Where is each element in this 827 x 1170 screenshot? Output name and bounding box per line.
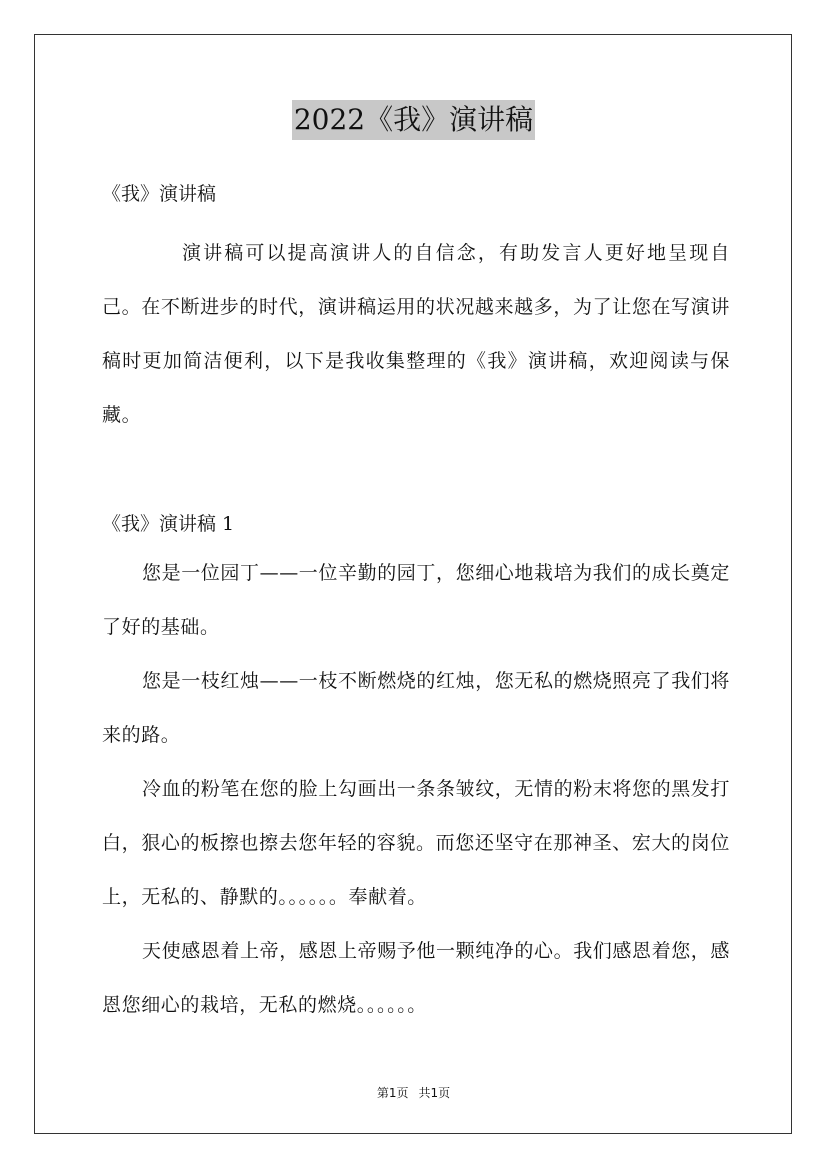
body-paragraph-1: 您是一位园丁——一位辛勤的园丁，您细心地栽培为我们的成长奠定了好的基础。	[102, 562, 731, 638]
body-paragraph-4: 天使感恩着上帝，感恩上帝赐予他一颗纯净的心。我们感恩着您，感恩您细心的栽培，无私的燃烧。。。。。。	[102, 940, 731, 1016]
document-body	[102, 172, 730, 1032]
page-number: 第1页	[376, 1086, 409, 1100]
section-heading: 《我》演讲稿 1	[102, 513, 235, 535]
page-footer	[0, 1084, 827, 1101]
title-container	[0, 100, 827, 140]
document-title: 2022《我》演讲稿	[292, 100, 535, 140]
body-paragraph-3: 冷血的粉笔在您的脸上勾画出一条条皱纹，无情的粉末将您的黑发打白，狠心的板擦也擦去您年轻的容貌。而您还坚守在那神圣、宏大的岗位上，无私的、静默的。。。。。。奉献着。	[102, 778, 731, 908]
body-paragraph-2: 您是一枝红烛——一枝不断燃烧的红烛，您无私的燃烧照亮了我们将来的路。	[102, 670, 731, 746]
intro-paragraph: 演讲稿可以提高演讲人的自信念，有助发言人更好地呈现自己。在不断进步的时代，演讲稿运用的状况越来越多，为了让您在写演讲稿时更加简洁便利，以下是我收集整理的《我》演讲稿，欢迎阅读与保藏。	[102, 242, 730, 426]
document-subtitle: 《我》演讲稿	[102, 183, 217, 205]
page-total: 共1页	[418, 1086, 451, 1100]
